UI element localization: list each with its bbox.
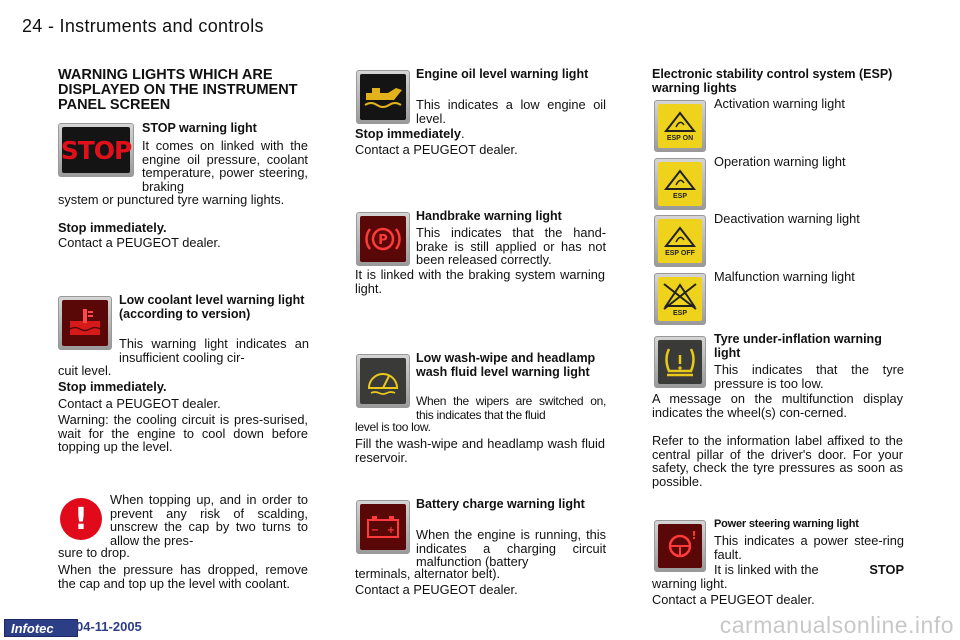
coolant-contact: Contact a PEUGEOT dealer. [58,396,221,411]
topping-body-c: When the pressure has dropped, remove the cap and top up the level with coolant. [58,562,308,591]
battery-body-a: When the engine is running, this indicates a charging circuit malfunction (battery [416,527,606,569]
svg-text:P: P [378,233,388,248]
steering-title: Power steering warning light [714,518,859,530]
infotec-logo-text: Infotec [11,621,54,636]
tyre-body-c: Refer to the information label affixed to the central pillar of the driver's door. For your safety, check the tyre pressures as soon as possible. [652,433,903,489]
steering-body-b-stop: STOP [869,562,904,577]
esp-operation-label: Operation warning light [714,154,846,169]
handbrake-body-b: It is linked with the braking system warning light. [355,267,605,296]
oil-title: Engine oil level warning light [416,67,589,81]
coolant-warning-note: Warning: the cooling circuit is pres-surised, wait for the engine to cool down before topping up the level. [58,412,308,454]
oil-body: This indicates a low engine oil level. [416,97,606,126]
tyre-body-b: A message on the multifunction display indicates the wheel(s) con-cerned. [652,391,903,420]
esp-malfunction-icon [654,273,706,325]
steering-body-c: warning light. [652,576,728,591]
oil-action-line [355,127,605,141]
esp-deactivation-label: Deactivation warning light [714,211,860,226]
handbrake-warning-icon [356,212,410,266]
handbrake-body-a: This indicates that the hand-brake is still applied or has not been released correctly. [416,225,606,267]
battery-contact: Contact a PEUGEOT dealer. [355,582,518,597]
esp-triangle-icon [663,226,697,248]
esp-malfunction-label: Malfunction warning light [714,269,855,284]
esp-title: Electronic stability control system (ESP) warning lights [652,67,893,95]
steering-body-a: This indicates a power stee-ring fault. [714,533,904,562]
stop-icon-text: STOP [60,135,132,165]
stop-action: Stop immediately. [58,220,167,235]
esp-malfunction-icon-text: ESP [672,309,687,317]
header-separator: - [47,16,55,36]
washer-body-b: level is too low. [355,420,431,434]
svg-text:−: − [370,525,380,536]
steering-body-b [714,563,904,577]
tyre-body-a: This indicates that the tyre pressure is too low. [714,362,904,391]
svg-text:+: + [386,525,396,536]
section-title: WARNING LIGHTS WHICH ARE DISPLAYED ON THE INSTRUMENT PANEL SCREEN [58,67,298,113]
esp-deactivation-icon-text: ESP OFF [665,249,695,257]
esp-activation-icon [654,100,706,152]
battery-body-b: terminals, alternator belt). [355,566,501,581]
page-header [22,16,264,37]
battery-icon [364,513,402,541]
svg-text:!: ! [691,529,697,542]
esp-operation-icon-text: ESP [672,192,687,200]
coolant-body-b: cuit level. [58,363,112,378]
tyre-warning-icon [654,336,706,388]
esp-triangle-icon [663,169,697,191]
battery-warning-icon [356,500,410,554]
watermark: carmanualsonline.info [719,612,954,638]
stop-body-a: It comes on linked with the engine oil pressure, coolant temperature, power steering, braking [142,138,308,194]
oil-contact: Contact a PEUGEOT dealer. [355,142,518,157]
steering-warning-icon [654,520,706,572]
stop-contact: Contact a PEUGEOT dealer. [58,235,221,250]
battery-title: Battery charge warning light [416,497,585,511]
topping-body-a: When topping up, and in order to prevent any risk of scalding, unscrew the cap by two turns to allow the pres- [110,492,308,548]
stop-title: STOP warning light [142,121,257,135]
steering-body-b-pre: It is linked with the [714,562,819,577]
stop-body-b: system or punctured tyre warning lights. [58,192,285,207]
washer-fluid-icon [363,366,403,396]
handbrake-title: Handbrake warning light [416,209,562,223]
oil-action-punct: . [460,126,465,141]
washer-body-a: When the wipers are switched on, this indicates that the fluid [416,394,606,422]
page-number: 24 [22,16,43,36]
footer-date: 04-11-2005 [76,619,142,634]
steering-wheel-icon [661,529,699,563]
handbrake-p-icon [364,223,402,255]
oil-action: Stop immediately [355,126,461,141]
washer-warning-icon [356,354,410,408]
oil-can-icon [362,83,404,111]
esp-triangle-icon [663,111,697,133]
esp-crossed-triangle-icon [660,282,700,310]
esp-operation-icon [654,158,706,210]
coolant-body-a: This warning light indicates an insufficient cooling cir- [119,336,309,365]
washer-title: Low wash-wipe and headlamp wash fluid level warning light [416,351,596,379]
page-title: Instruments and controls [59,16,264,36]
washer-body-c: Fill the wash-wipe and headlamp wash fluid reservoir. [355,436,605,465]
oil-warning-icon [356,70,410,124]
coolant-action: Stop immediately. [58,379,167,394]
tyre-title: Tyre under-inflation warning light [714,332,882,360]
steering-contact: Contact a PEUGEOT dealer. [652,592,815,607]
coolant-warning-icon [58,296,112,350]
esp-deactivation-icon [654,215,706,267]
topping-body-b: sure to drop. [58,545,130,560]
infotec-logo [4,619,78,637]
tyre-pressure-icon [661,345,699,379]
coolant-thermometer-icon [66,307,104,339]
esp-activation-label: Activation warning light [714,96,845,111]
coolant-title: Low coolant level warning light (according to version) [119,293,305,321]
esp-activation-icon-text: ESP ON [666,134,694,142]
stop-warning-icon [58,123,134,177]
warning-exclamation-icon: ! [60,498,102,540]
